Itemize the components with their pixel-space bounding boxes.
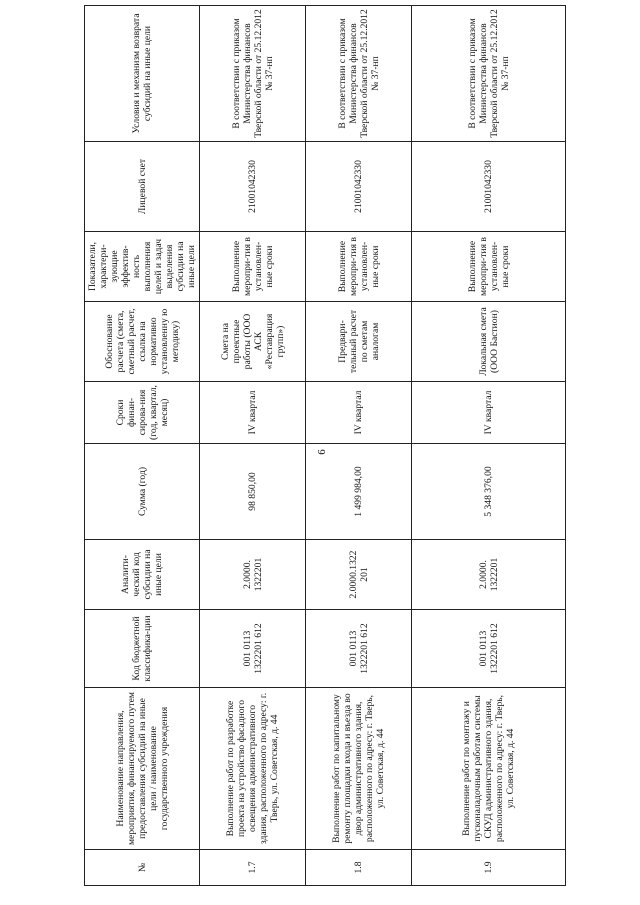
row-name: Выполнение работ по монтажу и пусконаладочным работам системы СКУД административного здания, расположенного по адресу: г. Тверь, ул. Советская, д. 44 bbox=[412, 688, 566, 850]
row-code: 001 0113 1322201 612 bbox=[306, 610, 412, 688]
row-num: 1.9 bbox=[412, 850, 566, 886]
header-term: Сроки финан-сирова-ния (год, квартал, месяц) bbox=[85, 382, 200, 444]
header-conditions: Условия и механизм возврата субсидий на иные цели bbox=[85, 6, 200, 142]
row-analytic: 2.0000. 1322201 bbox=[412, 540, 566, 610]
table-row bbox=[412, 6, 566, 886]
row-indicators: Выполнение меропри-тия в установлен-ные сроки bbox=[200, 232, 306, 302]
row-code: 001 0113 1322201 612 bbox=[412, 610, 566, 688]
row-term: IV квартал bbox=[200, 382, 306, 444]
row-conditions: В соответствии с приказом Министерства финансов Тверской области от 25.12.2012 № 37-нп bbox=[306, 6, 412, 142]
subsidy-table bbox=[84, 5, 566, 886]
row-indicators: Выполнение меропри-тия в установлен-ные сроки bbox=[306, 232, 412, 302]
header-code: Код бюджетной классифика-ции bbox=[85, 610, 200, 688]
row-term: IV квартал bbox=[306, 382, 412, 444]
row-account: 21001042330 bbox=[200, 142, 306, 232]
table-row bbox=[200, 6, 306, 886]
row-basis: Предвари-тельный расчет по сметам аналогам bbox=[306, 302, 412, 382]
header-num: № bbox=[85, 850, 200, 886]
row-account: 21001042330 bbox=[412, 142, 566, 232]
header-indicators: Показатели, характери-зующие эффектив-ность выполнения целей и задач выделения субсидии на иные цели bbox=[85, 232, 200, 302]
row-analytic: 2.0000. 1322201 bbox=[200, 540, 306, 610]
header-sum: Сумма (год) bbox=[85, 444, 200, 540]
row-name: Выполнение работ по разработке проекта на устройство фасадного освещения административного здания, расположенного по адресу: г. Тверь, ул. Советская, д. 44 bbox=[200, 688, 306, 850]
header-basis: Обоснование расчета (смета, сметный расчет, ссылка на нормативно установленну ю методику) bbox=[85, 302, 200, 382]
row-indicators: Выполнение меропри-тия в установлен-ные сроки bbox=[412, 232, 566, 302]
row-conditions: В соответствии с приказом Министерства финансов Тверской области от 25.12.2012 № 37-нп bbox=[200, 6, 306, 142]
row-sum: 98 850,00 bbox=[200, 444, 306, 540]
row-num: 1.8 bbox=[306, 850, 412, 886]
row-num: 1.7 bbox=[200, 850, 306, 886]
row-analytic: 2.0000.1322 201 bbox=[306, 540, 412, 610]
table-row bbox=[306, 6, 412, 886]
page-number: 6 bbox=[316, 449, 328, 455]
header-analytic: Аналити-ческий код субсидии на иные цели bbox=[85, 540, 200, 610]
row-basis: Локальная смета (ООО Бастион) bbox=[412, 302, 566, 382]
row-term: IV квартал bbox=[412, 382, 566, 444]
row-code: 001 0113 1322201 612 bbox=[200, 610, 306, 688]
row-basis: Смета на проектные работы (ООО АСК «Реставрация групп») bbox=[200, 302, 306, 382]
row-conditions: В соответствии с приказом Министерства финансов Тверской области от 25.12.2012 № 37-нп bbox=[412, 6, 566, 142]
row-sum: 1 499 984,00 bbox=[306, 444, 412, 540]
subsidy-table-sheet bbox=[84, 6, 564, 886]
row-name: Выполнение работ по капитальному ремонту площадки входа и въезда во двор административного здания, расположенного по адресу: г. Тверь, ул. Советская, д. 44 bbox=[306, 688, 412, 850]
table-header-row bbox=[85, 6, 200, 886]
header-name: Наименование направления, мероприятия, финансируемого путем предоставления субсидий на иные цели / наименование государственного учреждения bbox=[85, 688, 200, 850]
row-account: 21001042330 bbox=[306, 142, 412, 232]
header-account: Лицевой счет bbox=[85, 142, 200, 232]
row-sum: 5 348 376,00 bbox=[412, 444, 566, 540]
